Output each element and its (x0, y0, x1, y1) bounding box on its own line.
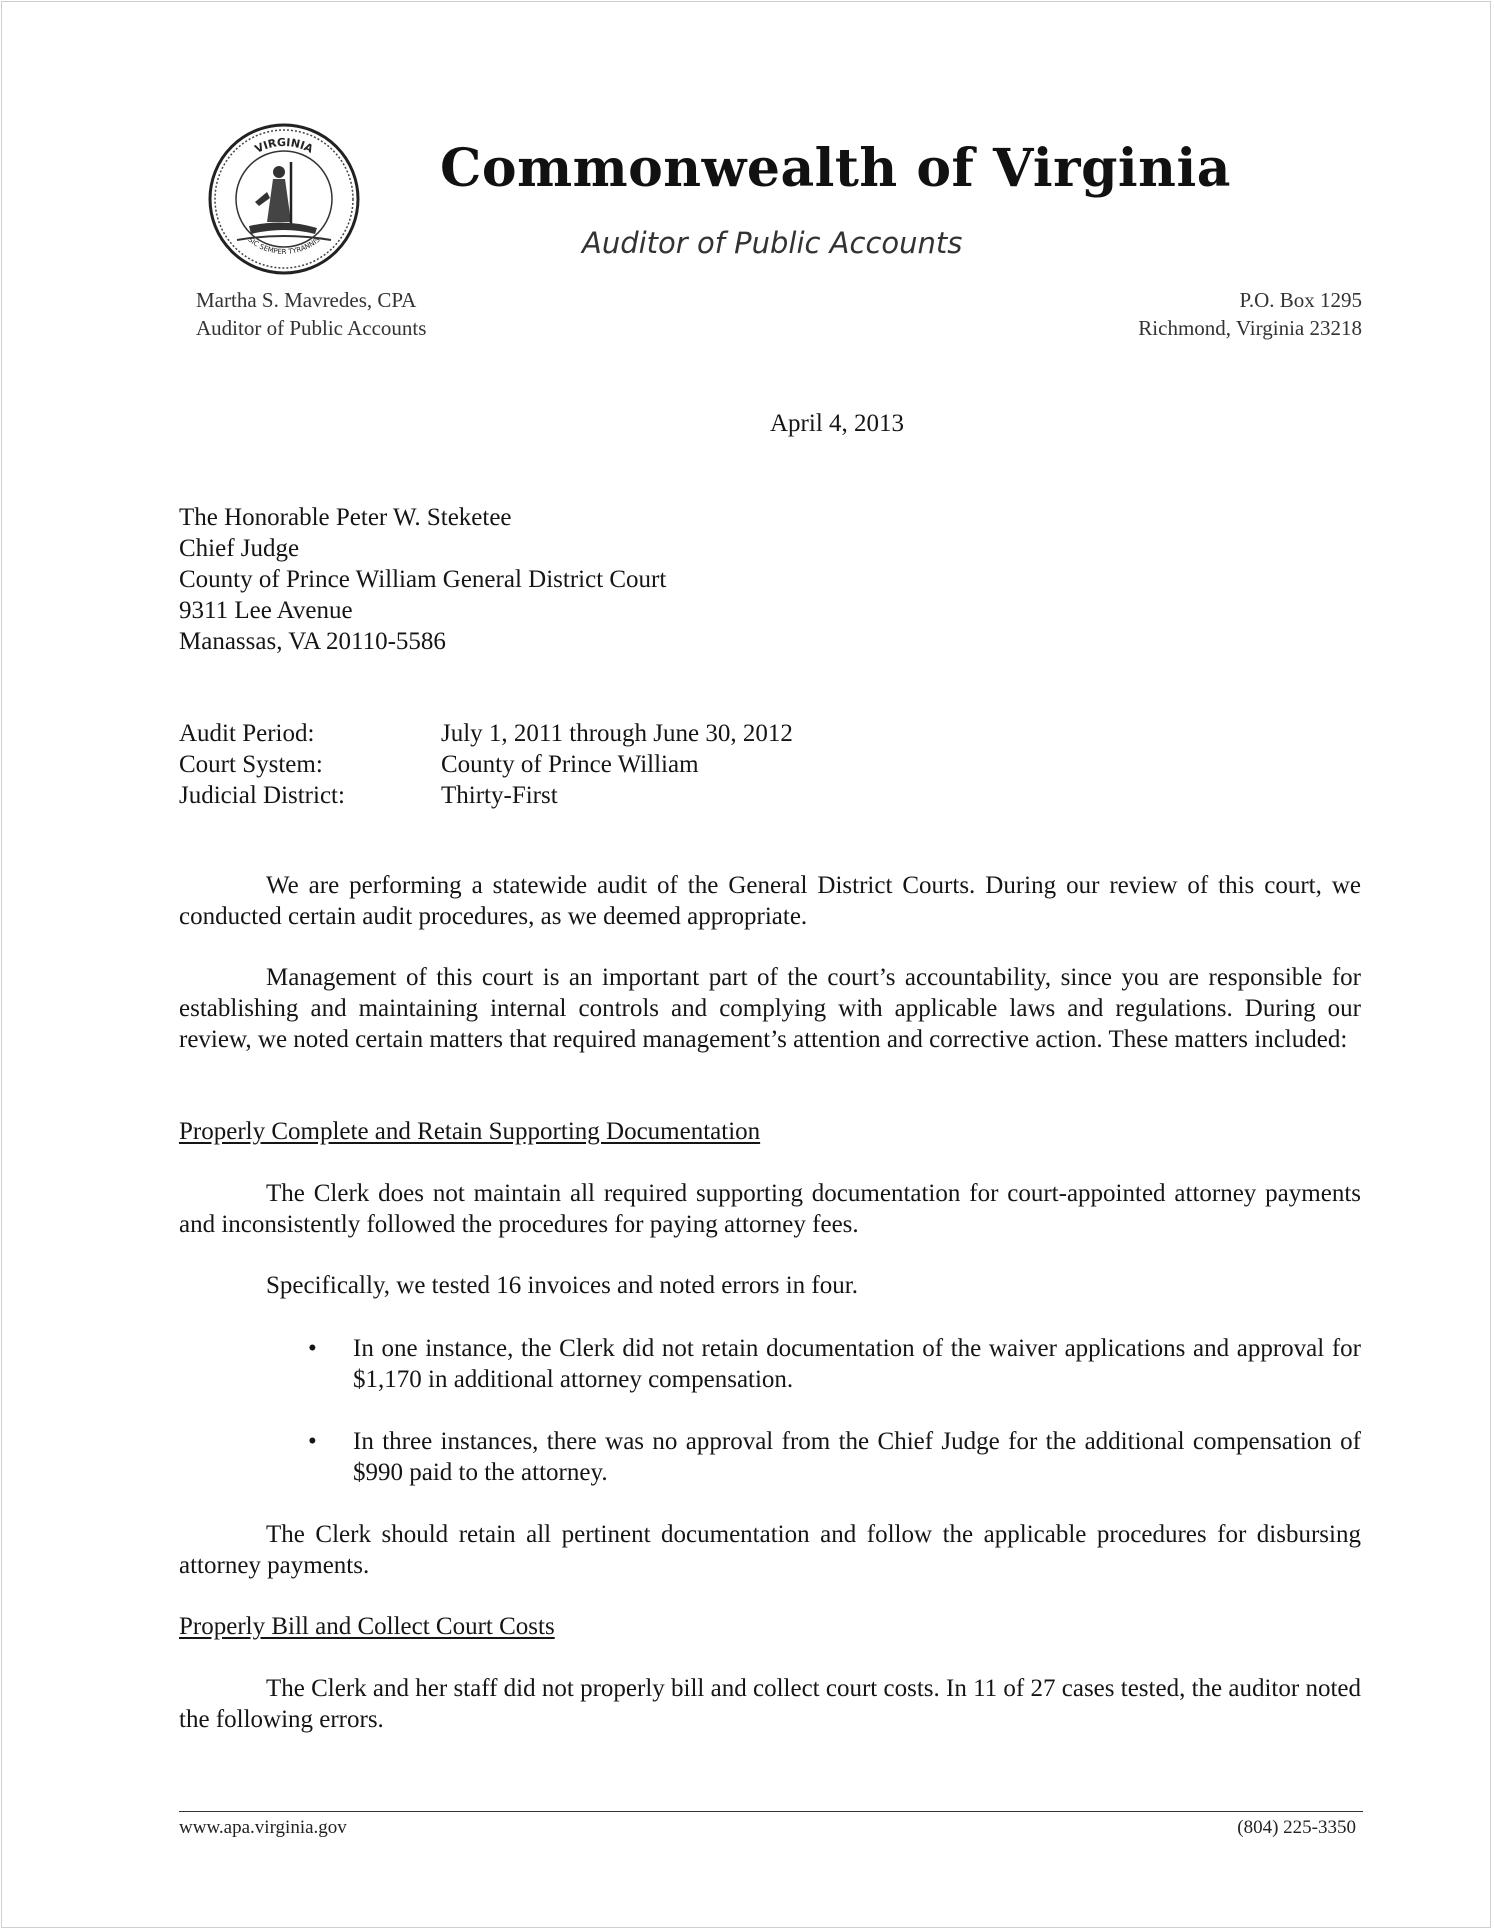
seal-bottom-text: SIC SEMPER TYRANNIS (246, 235, 322, 256)
paragraph-intro: We are performing a statewide audit of the General District Courts. During our review of this court, we conducted certain audit procedures, as we deemed appropriate. (179, 872, 1361, 930)
recipient-line: County of Prince William General District Court (179, 566, 667, 593)
footer-phone: (804) 225-3350 (1237, 1817, 1356, 1838)
audit-info-label: Audit Period: (179, 720, 315, 747)
paragraph-documentation: The Clerk does not maintain all required supporting documentation for court-appointed attorney payments and inconsistently followed the procedures for paying attorney fees. (179, 1180, 1361, 1238)
letterhead-subtitle: Auditor of Public Accounts (582, 226, 963, 260)
list-item (308, 1333, 1361, 1395)
audit-info-label: Judicial District: (179, 782, 345, 809)
audit-info-label: Court System: (179, 751, 323, 778)
paragraph-recommendation: The Clerk should retain all pertinent documentation and follow the applicable procedures for disbursing attorney payments. (179, 1521, 1361, 1579)
bullet-icon: • (308, 1335, 317, 1362)
list-item-text: In three instances, there was no approval from the Chief Judge for the additional compensation of $990 paid to the attorney. (353, 1428, 1361, 1486)
recipient-line: 9311 Lee Avenue (179, 597, 353, 624)
recipient-line: Manassas, VA 20110-5586 (179, 628, 446, 655)
audit-info-row (179, 749, 1079, 780)
audit-info (179, 718, 1079, 811)
section-heading-court-costs: Properly Bill and Collect Court Costs (179, 1613, 555, 1640)
audit-info-row (179, 780, 1079, 811)
audit-info-row (179, 718, 1079, 749)
bullet-icon: • (308, 1428, 317, 1455)
sender-name: Martha S. Mavredes, CPA (196, 288, 417, 312)
city-state-zip: Richmond, Virginia 23218 (1138, 316, 1362, 340)
po-box: P.O. Box 1295 (1239, 288, 1362, 312)
footer-website: www.apa.virginia.gov (179, 1817, 347, 1838)
paragraph-management: Management of this court is an important part of the court’s accountability, since you are responsible for establishing and maintaining internal controls and complying with applicable laws and regulations. During our review, we noted certain matters that required management’s attention and corrective action. These matters included: (179, 964, 1361, 1053)
recipient-line: Chief Judge (179, 535, 300, 562)
paragraph-court-costs: The Clerk and her staff did not properly bill and collect court costs. In 11 of 27 cases tested, the auditor noted the following errors. (179, 1675, 1361, 1733)
letterhead-title: Commonwealth of Virginia (440, 138, 1231, 199)
list-item-text: In one instance, the Clerk did not retain documentation of the waiver applications and approval for $1,170 in additional attorney compensation. (353, 1335, 1361, 1393)
letterhead-sender (196, 286, 426, 342)
letter-date: April 4, 2013 (770, 410, 905, 437)
audit-info-value: County of Prince William (441, 751, 699, 778)
sender-role: Auditor of Public Accounts (196, 316, 427, 340)
recipient-line: The Honorable Peter W. Steketee (179, 504, 512, 531)
recipient-address (179, 502, 666, 657)
audit-info-value: July 1, 2011 through June 30, 2012 (441, 720, 793, 747)
paragraph-invoices: Specifically, we tested 16 invoices and noted errors in four. (266, 1272, 858, 1299)
list-item (308, 1426, 1361, 1488)
footer-divider (179, 1811, 1363, 1812)
section-heading-documentation: Properly Complete and Retain Supporting Documentation (179, 1118, 761, 1145)
audit-info-value: Thirty-First (441, 782, 558, 809)
letterhead-address (1138, 286, 1362, 342)
virginia-seal-icon (207, 122, 361, 276)
seal-top-text: VIRGINIA (252, 135, 316, 156)
